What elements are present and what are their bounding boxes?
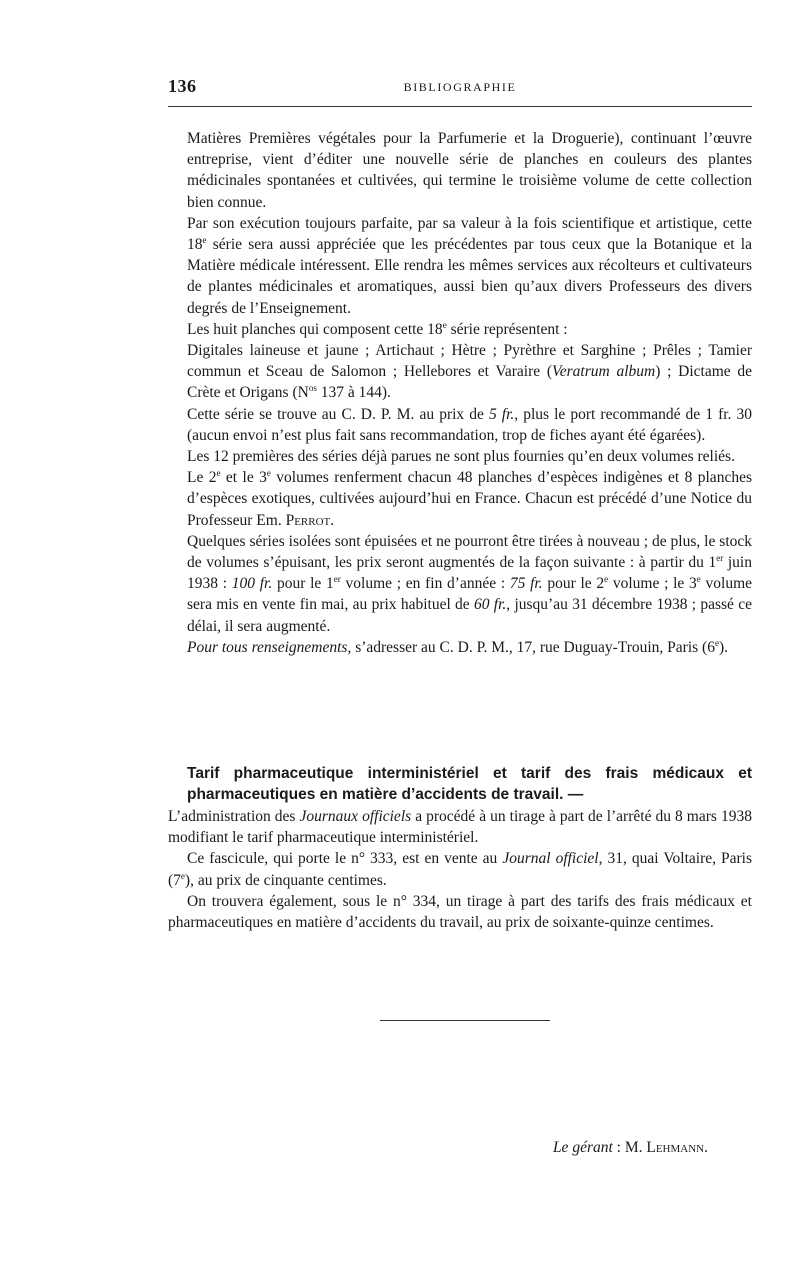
header-rule — [168, 106, 752, 107]
paragraph: L’administration des Journaux officiels a procédé à un tirage à part de l’arrêté du 8 mars 1938 modifiant le tarif pharmaceutique interministériel. — [168, 808, 752, 847]
signature: Le gérant : M. Lehmann. — [552, 1139, 708, 1156]
bibliography-entry — [187, 128, 752, 658]
paragraph: On trouvera également, sous le n° 334, un tirage à part des tarifs des frais médicaux et pharmaceutiques en matière d’accidents du travail, au prix de soixante-quinze centimes. — [168, 892, 752, 932]
paragraph: Ce fascicule, qui porte le n° 333, est en vente au Journal officiel, 31, quai Voltaire, Paris (7e), au prix de cinquante centimes. — [168, 850, 752, 889]
paragraph: Digitales laineuse et jaune ; Artichaut ; Hètre ; Pyrèthre et Sarghine ; Prêles ; Tamier commun et Sceau de Salomon ; Hellebores et Varaire (Veratrum album) ; Dictame de Crète et Origans ($N^{os}$ 137 à 144). — [187, 342, 752, 402]
paragraph: Pour tous renseignements, s’adresser au C. D. P. M., 17, rue Duguay-Trouin, Paris (6e). — [187, 637, 729, 656]
page-number: 136 — [168, 76, 197, 96]
paragraph: Matières Premières végétales pour la Parfumerie et la Droguerie), continuant l’œuvre entreprise, vient d’éditer une nouvelle série de planches en couleurs des plantes médicinales spontanées et cultivées, qui termine le troisième volume de cette collection bien connue. — [187, 130, 752, 211]
paragraph: Le 2e et le 3e volumes renferment chacun 48 planches d’espèces indigènes et 8 planches d’espèces exotiques, cultivées aujourd’hui en France. Chacun est précédé d’une Notice du Professeur Em. Perrot. — [187, 468, 752, 529]
paragraph: Les huit planches qui composent cette 18e série représentent : — [187, 319, 568, 338]
footer-rule — [380, 1020, 550, 1021]
running-title: BIBLIOGRAPHIE — [403, 80, 517, 94]
page-header — [168, 76, 752, 100]
section-heading: Tarif pharmaceutique interministériel et tarif des frais médicaux et pharmaceutiques en matière d’accidents de travail. — — [187, 765, 752, 803]
paragraph: Par son exécution toujours parfaite, par sa valeur à la fois scientifique et artistique, cette 18e série sera aussi appréciée que les précédentes par tous ceux que la Botanique et la Matière médicale intéressent. Elle rendra les mêmes services aux récolteurs et cultivateurs de plantes médicinales et aromatiques, aussi bien qu’aux divers Professeurs des divers degrés de l’Enseignement. — [187, 214, 752, 317]
paragraph: Cette série se trouve au C. D. P. M. au prix de 5 fr., plus le port recommandé de 1 fr. 30 (aucun envoi n’est plus fait sans recommandation, trop de fiches ayant été égarées). — [187, 405, 752, 444]
paragraph: Les 12 premières des séries déjà parues ne sont plus fournies qu’en deux volumes reliés. — [187, 448, 735, 466]
paragraph: Quelques séries isolées sont épuisées et ne pourront être tirées à nouveau ; de plus, le stock de volumes s’épuisant, les prix seront augmentés de la façon suivante : à partir du 1er juin 1938 : 100 fr. pour le 1er volume ; en fin d’année : 75 fr. pour le 2e volume ; le 3e volume sera mis en vente fin mai, au prix habituel de 60 fr., jusqu’au 31 décembre 1938 ; passé ce délai, il sera augmenté. — [187, 532, 752, 635]
section-body — [168, 806, 752, 933]
